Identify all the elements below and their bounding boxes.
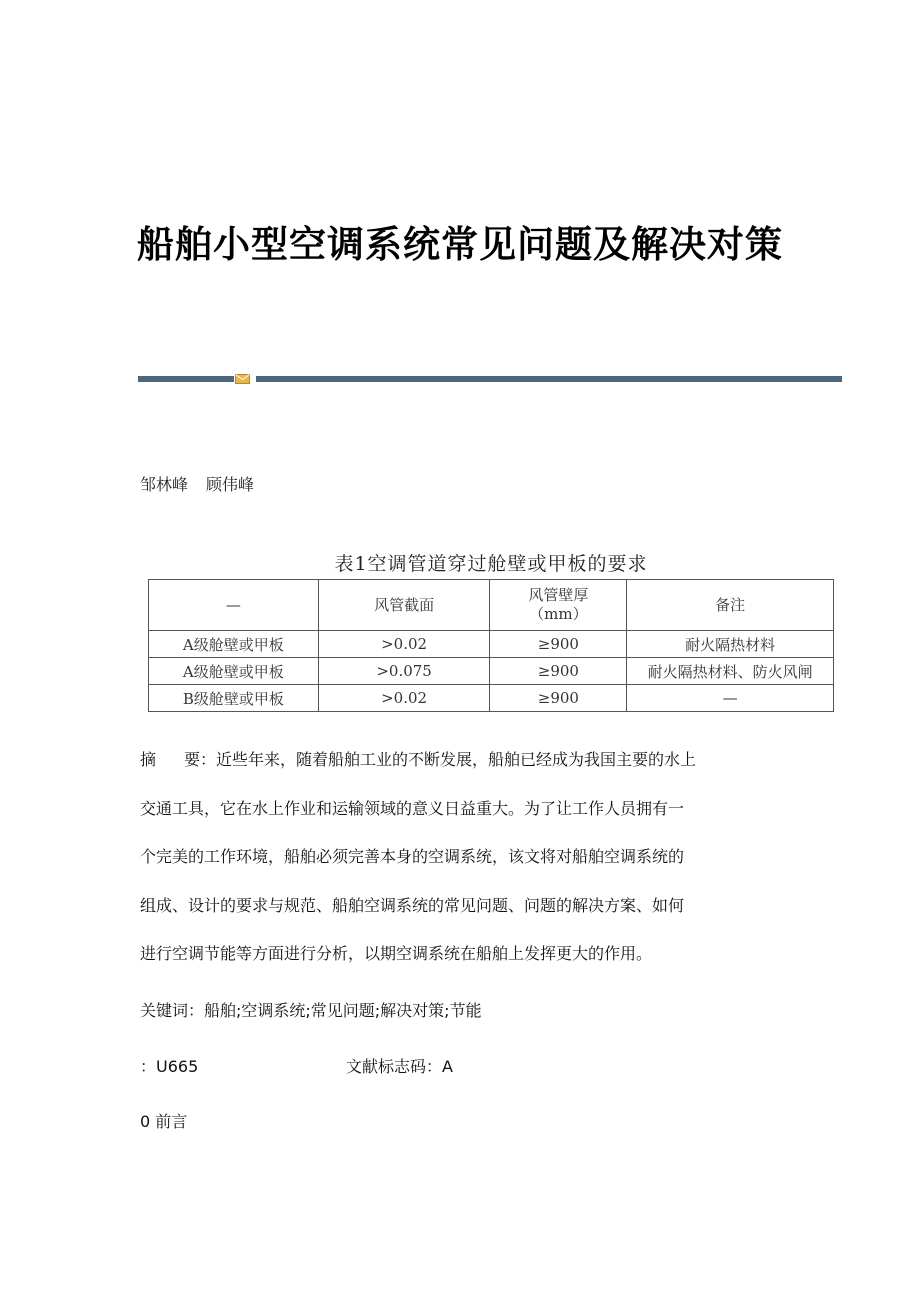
table-cell: >0.02 [318, 685, 490, 712]
abstract [140, 749, 790, 992]
author-name: 顾伟峰 [206, 475, 255, 494]
table-row [149, 631, 834, 658]
document-title: 船舶小型空调系统常见问题及解决对策 [137, 222, 783, 266]
table-caption: 表1空调管道穿过舱壁或甲板的要求 [334, 553, 648, 575]
abstract-text: 近些年来，随着船舶工业的不断发展，船舶已经成为我国主要的水上 [216, 750, 697, 769]
abstract-line: 个完美的工作环境，船舶必须完善本身的空调系统，该文将对船舶空调系统的 [140, 847, 685, 866]
divider-bar-right [256, 376, 842, 382]
table-row [149, 658, 834, 685]
table-row [149, 685, 834, 712]
title-divider [138, 374, 842, 384]
divider-bar-left [138, 376, 234, 382]
abstract-label [140, 750, 216, 769]
table-cell: ≥900 [490, 658, 627, 685]
section-heading-intro: 0 前言 [140, 1112, 188, 1131]
header-cell: — [149, 580, 319, 631]
header-cell: 备注 [627, 580, 834, 631]
classification-code: ：U665 [140, 1057, 199, 1076]
header-cell-text: 风管壁厚 [528, 586, 589, 604]
table-cell: >0.02 [318, 631, 490, 658]
classification [140, 1054, 790, 1077]
table-cell: A级舱壁或甲板 [149, 631, 319, 658]
abstract-line: 进行空调节能等方面进行分析，以期空调系统在船舶上发挥更大的作用。 [140, 944, 653, 963]
table-cell: 耐火隔热材料 [627, 631, 834, 658]
keywords: 关键词：船舶;空调系统;常见问题;解决对策;节能 [140, 1001, 482, 1020]
table-cell: >0.075 [318, 658, 490, 685]
abstract-line: 交通工具，它在水上作业和运输领域的意义日益重大。为了让工作人员拥有一 [140, 798, 685, 818]
author-name: 邹林峰 [140, 475, 189, 494]
table-cell: A级舱壁或甲板 [149, 658, 319, 685]
table-cell: ≥900 [490, 685, 627, 712]
author-list [140, 472, 254, 495]
abstract-label-first: 摘 [140, 750, 157, 769]
abstract-label-second: 要： [184, 750, 217, 769]
header-cell: 风管截面 [318, 580, 490, 631]
table-header-row [149, 580, 834, 631]
abstract-line: 组成、设计的要求与规范、船舶空调系统的常见问题、问题的解决方案、如何 [140, 895, 685, 915]
table-cell: B级舱壁或甲板 [149, 685, 319, 712]
abstract-line [140, 749, 790, 798]
header-cell [490, 580, 627, 631]
table-cell: — [627, 685, 834, 712]
requirements-table [148, 579, 834, 712]
envelope-icon [235, 374, 250, 384]
header-cell-unit: （mm） [529, 605, 588, 623]
table-cell: 耐火隔热材料、防火风闸 [627, 658, 834, 685]
table-cell: ≥900 [490, 631, 627, 658]
document-code: 文献标志码：A [346, 1057, 453, 1076]
